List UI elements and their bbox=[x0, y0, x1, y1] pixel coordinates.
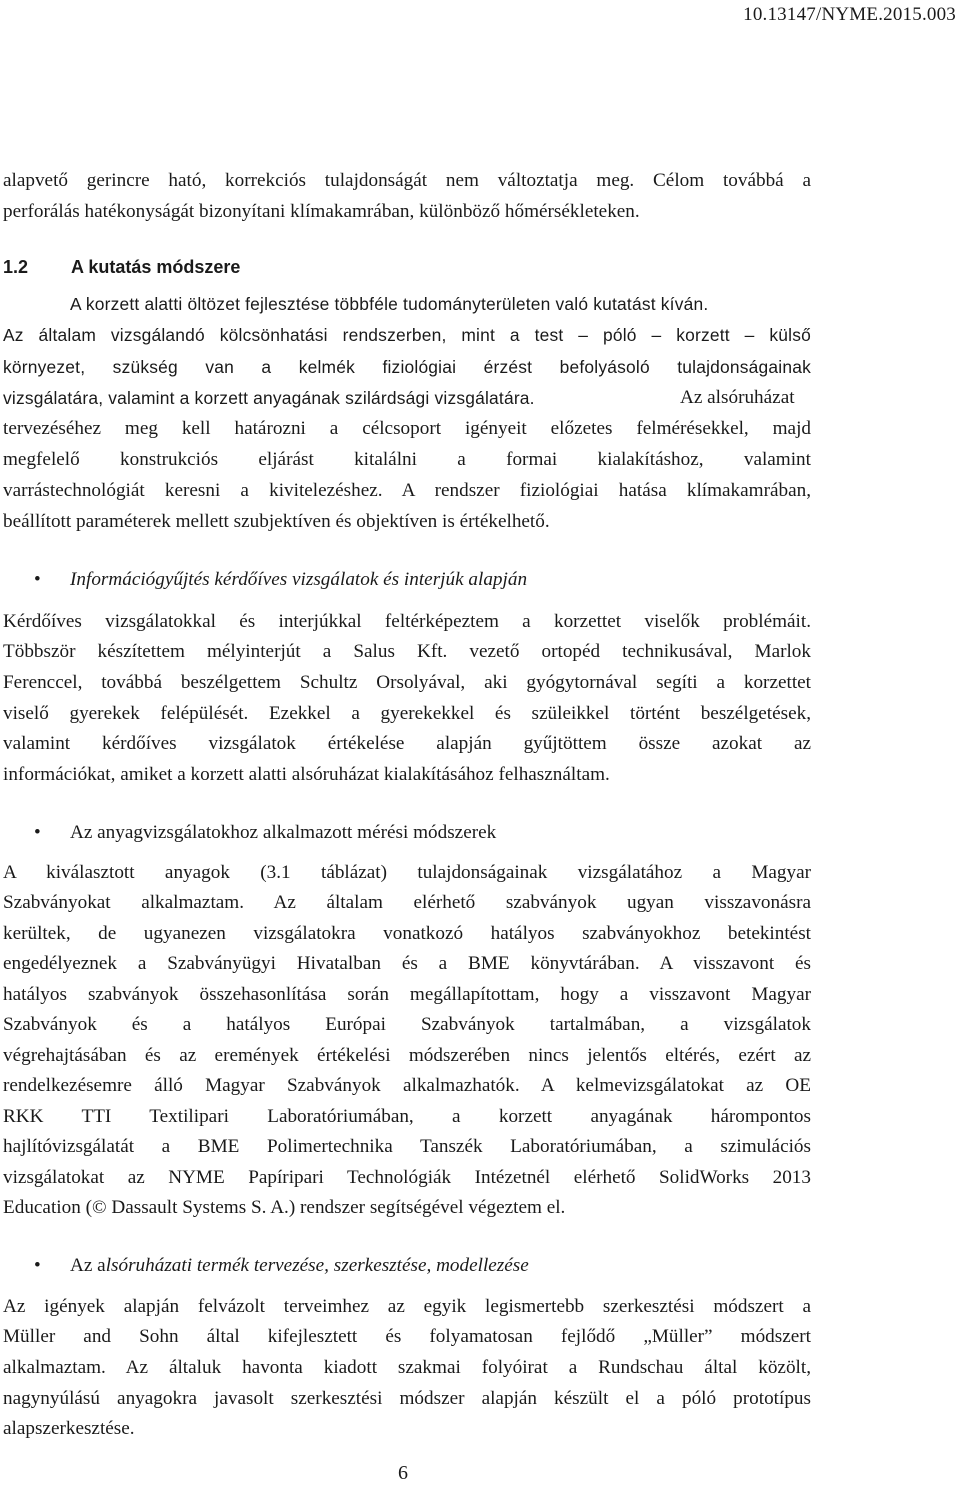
text-line: valamint kérdőíves vizsgálatok értékelése alapján gyűjtöttem össze azokat az bbox=[3, 733, 811, 754]
text-line: Kérdőíves vizsgálatokkal és interjúkkal feltérképeztem a korzettet viselők problémáit. bbox=[3, 611, 811, 632]
text-line: hatályos szabványok összehasonlítása során megállapítottam, hogy a visszavont Magyar bbox=[3, 984, 811, 1005]
text-line: RKK TTI Textilipari Laboratóriumában, a korzett anyagának hárompontos bbox=[3, 1106, 811, 1127]
text-line: varrástechnológiát keresni a kivitelezéshez. A rendszer fiziológiai hatása klímakamrában, bbox=[3, 480, 811, 501]
bullet-text: Információgyűjtés kérdőíves vizsgálatok és interjúk alapján bbox=[70, 569, 528, 590]
text-line: információkat, amiket a korzett alatti alsóruházat kialakításához felhasználtam. bbox=[3, 764, 610, 785]
text-line: tervezéséhez meg kell határozni a célcsoport igényeit előzetes felmérésekkel, majd bbox=[3, 418, 811, 439]
doi-header: 10.13147/NYME.2015.003 bbox=[743, 4, 956, 25]
text-line: A korzett alatti öltözet fejlesztése többféle tudományterületen való kutatást kíván. bbox=[70, 294, 709, 314]
text-line: beállított paraméterek mellett szubjektíven és objektíven is értékelhető. bbox=[3, 511, 550, 532]
text-line: engedélyeznek a Szabványügyi Hivatalban és a BME könyvtárában. A visszavont és bbox=[3, 953, 811, 974]
section-number: 1.2 bbox=[3, 257, 29, 277]
text-line: környezet, szükség van a kelmék fiziológiai érzést befolyásoló tulajdonságainak bbox=[3, 357, 811, 377]
text-line: alapszerkesztése. bbox=[3, 1418, 135, 1439]
text-line: kerültek, de ugyanezen vizsgálatokra vonatkozó hatályos szabványokhoz betekintést bbox=[3, 923, 811, 944]
bullet-text-prefix: Az a bbox=[70, 1255, 106, 1276]
text-line: Szabványokat alkalmaztam. Az általam elérhető szabványok ugyan visszavonásra bbox=[3, 892, 811, 913]
text-line: megfelelő konstrukciós eljárást kitalálni a formai kialakításhoz, valamint bbox=[3, 449, 811, 470]
text-line: alapvető gerincre ható, korrekciós tulajdonságát nem változtatja meg. Célom továbbá a bbox=[3, 170, 811, 191]
section-title: A kutatás módszere bbox=[71, 257, 241, 277]
bullet-icon: • bbox=[34, 569, 41, 590]
text-line: Szabványok és a hatályos Európai Szabványok tartalmában, a vizsgálatok bbox=[3, 1014, 811, 1035]
text-line: Müller and Sohn által kifejlesztett és folyamatosan fejlődő „Müller” módszert bbox=[3, 1326, 811, 1347]
section-heading bbox=[3, 252, 240, 282]
text-line: végrehajtásában és az eremények értékelési módszerében nincs jelentős eltérés, ezért az bbox=[3, 1045, 811, 1066]
text-line: alkalmaztam. Az általuk havonta kiadott szakmai folyóirat a Rundschau által közölt, bbox=[3, 1357, 811, 1378]
bullet-text: lsóruházati termék tervezése, szerkesztése, modellezése bbox=[105, 1255, 529, 1276]
text-line: vizsgálatokat az NYME Papíripari Technológiák Intézetnél elérhető SolidWorks 2013 bbox=[3, 1167, 811, 1188]
text-line: Az alsóruházat bbox=[680, 387, 795, 408]
bullet-icon: • bbox=[34, 822, 41, 843]
page-number: 6 bbox=[398, 1462, 408, 1484]
text-line: nagynyúlású anyagokra javasolt szerkesztési módszer alapján készült el a póló prototípus bbox=[3, 1388, 811, 1409]
text-line: Az általam vizsgálandó kölcsönhatási rendszerben, mint a test – póló – korzett – külső bbox=[3, 325, 811, 345]
text-line: viselő gyerekek felépülését. Ezekkel a gyerekekkel és szüleikkel történt beszélgetések, bbox=[3, 703, 811, 724]
text-line: A kiválasztott anyagok (3.1 táblázat) tulajdonságainak vizsgálatához a Magyar bbox=[3, 862, 811, 883]
text-line: hajlítóvizsgálatát a BME Polimertechnika Tanszék Laboratóriumában, a szimulációs bbox=[3, 1136, 811, 1157]
text-line: vizsgálatára, valamint a korzett anyagának szilárdsági vizsgálatára. bbox=[3, 388, 535, 408]
text-line: perforálás hatékonyságát bizonyítani klímakamrában, különböző hőmérsékleteken. bbox=[3, 201, 640, 222]
text-line: Education (© Dassault Systems S. A.) rendszer segítségével végeztem el. bbox=[3, 1197, 566, 1218]
text-line: Ferenccel, továbbá beszélgettem Schultz Orsolyával, aki gyógytornával segíti a korzettet bbox=[3, 672, 811, 693]
text-line: Az igények alapján felvázolt terveimhez az egyik legismertebb szerkesztési módszert a bbox=[3, 1296, 811, 1317]
bullet-icon: • bbox=[34, 1255, 41, 1276]
text-line: rendelkezésemre álló Magyar Szabványok alkalmazhatók. A kelmevizsgálatokat az OE bbox=[3, 1075, 811, 1096]
text-line: Többször készítettem mélyinterjút a Salus Kft. vezető ortopéd technikusával, Marlok bbox=[3, 641, 811, 662]
bullet-text: Az anyagvizsgálatokhoz alkalmazott mérési módszerek bbox=[70, 822, 497, 843]
